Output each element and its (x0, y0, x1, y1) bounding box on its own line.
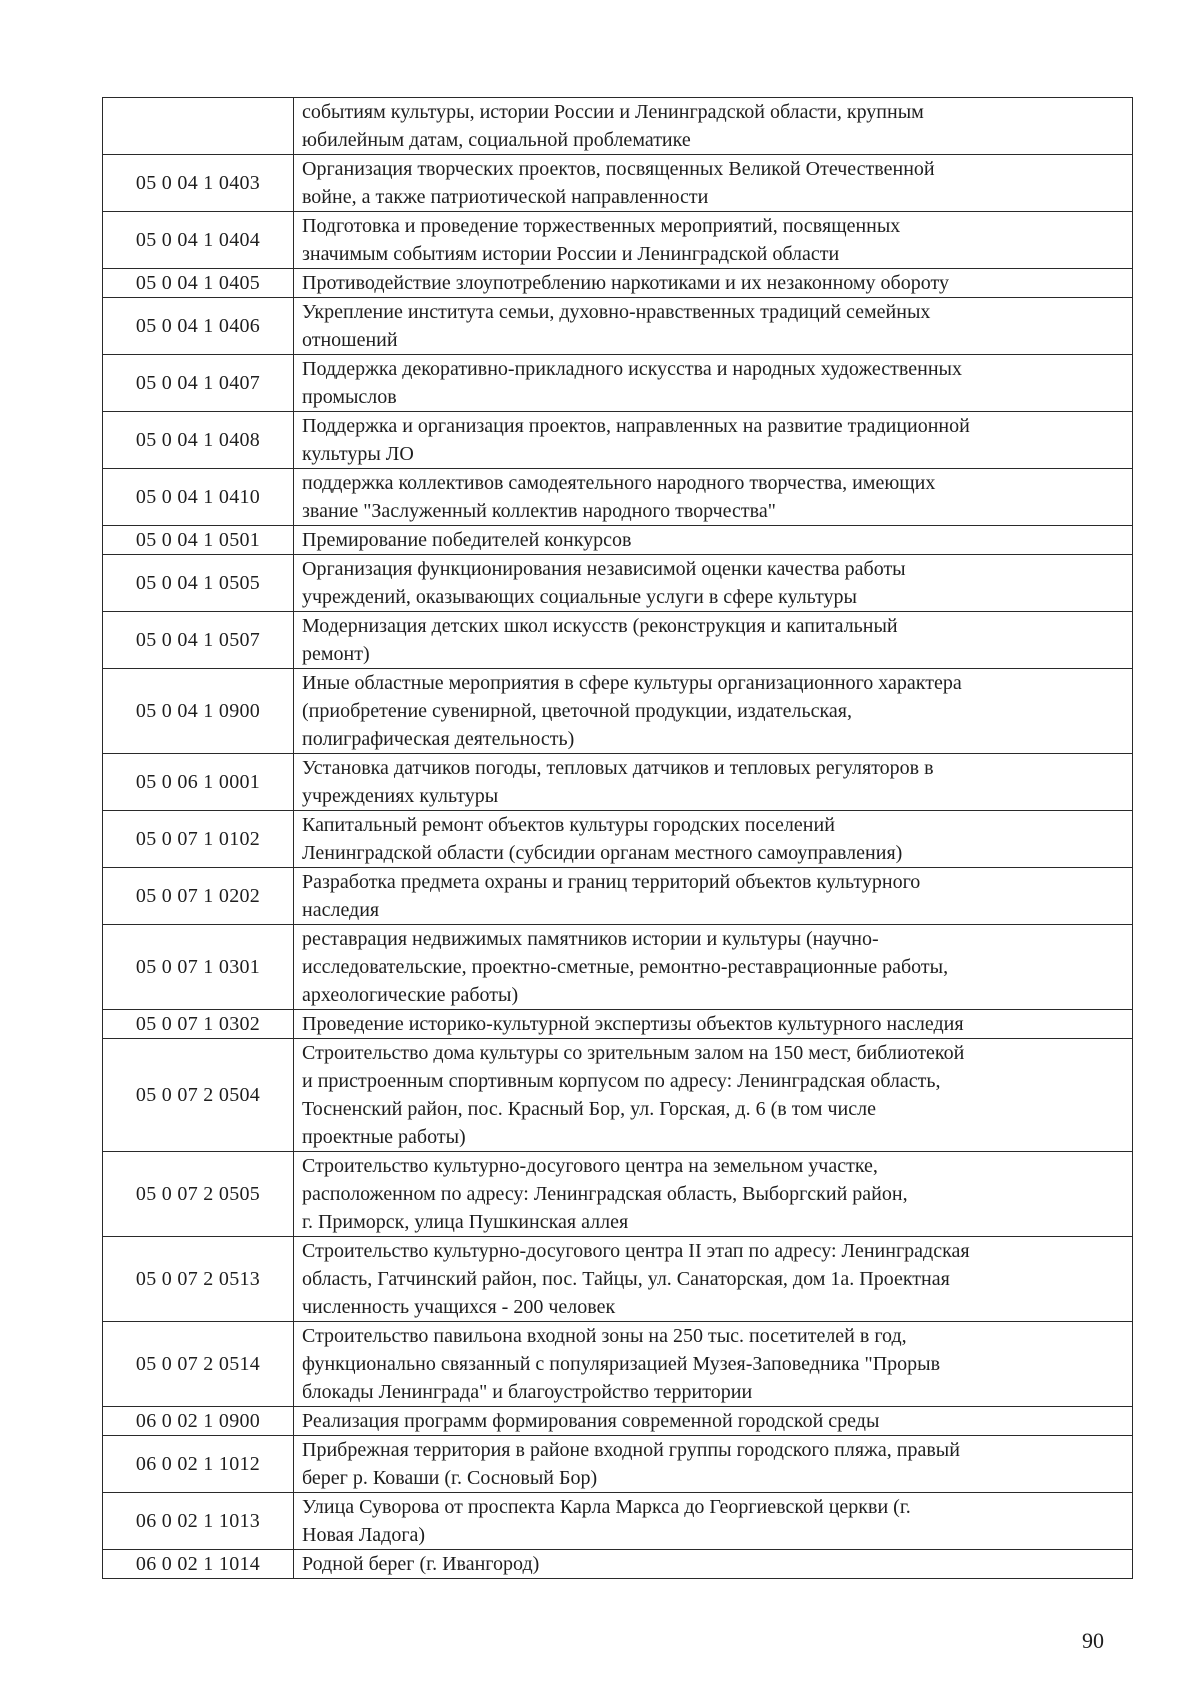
description-line: войне, а также патриотической направленности (302, 186, 709, 208)
table-row (103, 155, 1133, 212)
table-row (103, 98, 1133, 155)
description-line: численность учащихся - 200 человек (302, 1296, 616, 1318)
description-line: наследия (302, 899, 380, 921)
row-code-cell: 05 0 04 1 0408 (103, 412, 294, 469)
description-line: Строительство павильона входной зоны на 250 тыс. посетителей в год, (302, 1325, 907, 1347)
budget-codes-table (102, 97, 1133, 1579)
table-row (103, 1436, 1133, 1493)
table-row (103, 412, 1133, 469)
table-row (103, 298, 1133, 355)
row-description-cell (294, 925, 1133, 1010)
row-description-cell (294, 269, 1133, 298)
table-row (103, 669, 1133, 754)
description-line: Поддержка и организация проектов, направленных на развитие традиционной (302, 415, 970, 437)
description-line: расположенном по адресу: Ленинградская область, Выборгский район, (302, 1183, 908, 1205)
table-row (103, 1010, 1133, 1039)
table-row (103, 925, 1133, 1010)
row-code-cell: 05 0 07 2 0513 (103, 1237, 294, 1322)
description-line: Реализация программ формирования современной городской среды (302, 1410, 880, 1432)
row-description-cell (294, 612, 1133, 669)
description-line: Укрепление института семьи, духовно-нравственных традиций семейных (302, 301, 931, 323)
description-line: Ленинградской области (субсидии органам местного самоуправления) (302, 842, 903, 864)
table-row (103, 1407, 1133, 1436)
row-code-cell: 05 0 07 1 0302 (103, 1010, 294, 1039)
row-code-cell: 05 0 04 1 0403 (103, 155, 294, 212)
description-line: звание "Заслуженный коллектив народного творчества" (302, 500, 776, 522)
table-body (103, 98, 1133, 1579)
row-description-cell (294, 298, 1133, 355)
row-code-cell: 05 0 04 1 0507 (103, 612, 294, 669)
table-row (103, 754, 1133, 811)
description-line: Иные областные мероприятия в сфере культуры организационного характера (302, 672, 962, 694)
row-code-cell: 05 0 04 1 0405 (103, 269, 294, 298)
description-line: Строительство культурно-досугового центра на земельном участке, (302, 1155, 878, 1177)
row-description-cell (294, 1407, 1133, 1436)
description-line: археологические работы) (302, 984, 519, 1006)
description-line: событиям культуры, истории России и Ленинградской области, крупным (302, 101, 924, 123)
description-line: блокады Ленинграда" и благоустройство территории (302, 1381, 753, 1403)
row-description-cell (294, 669, 1133, 754)
table-row (103, 469, 1133, 526)
row-description-cell (294, 1010, 1133, 1039)
row-code-cell: 05 0 07 2 0504 (103, 1039, 294, 1152)
description-line: (приобретение сувенирной, цветочной продукции, издательская, (302, 700, 852, 722)
row-description-cell (294, 98, 1133, 155)
description-line: Организация творческих проектов, посвященных Великой Отечественной (302, 158, 935, 180)
row-description-cell (294, 1493, 1133, 1550)
description-line: Родной берег (г. Ивангород) (302, 1553, 540, 1575)
table-row (103, 555, 1133, 612)
row-code-cell: 05 0 04 1 0900 (103, 669, 294, 754)
row-code-cell: 05 0 04 1 0404 (103, 212, 294, 269)
table-row (103, 212, 1133, 269)
table-row (103, 811, 1133, 868)
description-line: Прибрежная территория в районе входной группы городского пляжа, правый (302, 1439, 960, 1461)
description-line: Установка датчиков погоды, тепловых датчиков и тепловых регуляторов в (302, 757, 934, 779)
description-line: промыслов (302, 386, 397, 408)
description-line: Новая Ладога) (302, 1524, 426, 1546)
row-description-cell (294, 754, 1133, 811)
table-row (103, 868, 1133, 925)
description-line: берег р. Коваши (г. Сосновый Бор) (302, 1467, 598, 1489)
row-description-cell (294, 811, 1133, 868)
row-code-cell: 05 0 07 2 0505 (103, 1152, 294, 1237)
description-line: Премирование победителей конкурсов (302, 529, 632, 551)
description-line: и пристроенным спортивным корпусом по адресу: Ленинградская область, (302, 1070, 941, 1092)
description-line: культуры ЛО (302, 443, 414, 465)
description-line: Проведение историко-культурной экспертизы объектов культурного наследия (302, 1013, 964, 1035)
row-description-cell (294, 1237, 1133, 1322)
description-line: Капитальный ремонт объектов культуры городских поселений (302, 814, 835, 836)
description-line: Строительство культурно-досугового центра II этап по адресу: Ленинградская (302, 1240, 970, 1262)
row-description-cell (294, 526, 1133, 555)
row-code-cell: 05 0 04 1 0505 (103, 555, 294, 612)
row-code-cell: 05 0 07 1 0301 (103, 925, 294, 1010)
row-description-cell (294, 868, 1133, 925)
description-line: Разработка предмета охраны и границ территорий объектов культурного (302, 871, 921, 893)
row-description-cell (294, 412, 1133, 469)
description-line: область, Гатчинский район, пос. Тайцы, ул. Санаторская, дом 1а. Проектная (302, 1268, 950, 1290)
description-line: исследовательские, проектно-сметные, ремонтно-реставрационные работы, (302, 956, 949, 978)
row-code-cell: 06 0 02 1 1014 (103, 1550, 294, 1579)
row-code-cell: 05 0 04 1 0407 (103, 355, 294, 412)
description-line: функционально связанный с популяризацией Музея-Заповедника "Прорыв (302, 1353, 941, 1375)
page-number: 90 (1082, 1628, 1104, 1653)
row-code-cell: 05 0 04 1 0406 (103, 298, 294, 355)
description-line: отношений (302, 329, 398, 351)
description-line: реставрация недвижимых памятников истории и культуры (научно- (302, 928, 879, 950)
row-code-cell: 05 0 07 2 0514 (103, 1322, 294, 1407)
row-code-cell: 06 0 02 1 1012 (103, 1436, 294, 1493)
row-code-cell: 05 0 07 1 0202 (103, 868, 294, 925)
description-line: полиграфическая деятельность) (302, 728, 575, 750)
row-description-cell (294, 555, 1133, 612)
table-row (103, 1039, 1133, 1152)
description-line: поддержка коллективов самодеятельного народного творчества, имеющих (302, 472, 936, 494)
row-code-cell: 05 0 04 1 0410 (103, 469, 294, 526)
row-description-cell (294, 469, 1133, 526)
description-line: значимым событиям истории России и Ленинградской области (302, 243, 840, 265)
row-description-cell (294, 1322, 1133, 1407)
row-code-cell: 05 0 04 1 0501 (103, 526, 294, 555)
description-line: Тосненский район, пос. Красный Бор, ул. Горская, д. 6 (в том числе (302, 1098, 876, 1120)
description-line: ремонт) (302, 643, 370, 665)
description-line: юбилейным датам, социальной проблематике (302, 129, 691, 151)
description-line: Модернизация детских школ искусств (реконструкция и капитальный (302, 615, 898, 637)
description-line: Подготовка и проведение торжественных мероприятий, посвященных (302, 215, 901, 237)
row-code-cell: 06 0 02 1 0900 (103, 1407, 294, 1436)
description-line: учреждений, оказывающих социальные услуги в сфере культуры (302, 586, 857, 608)
row-description-cell (294, 1152, 1133, 1237)
description-line: Противодействие злоупотреблению наркотиками и их незаконному обороту (302, 272, 949, 294)
description-line: Организация функционирования независимой оценки качества работы (302, 558, 906, 580)
description-line: Улица Суворова от проспекта Карла Маркса до Георгиевской церкви (г. (302, 1496, 911, 1518)
row-description-cell (294, 155, 1133, 212)
description-line: Поддержка декоративно-прикладного искусства и народных художественных (302, 358, 962, 380)
row-description-cell (294, 212, 1133, 269)
row-code-cell (103, 98, 294, 155)
table-row (103, 269, 1133, 298)
row-description-cell (294, 1436, 1133, 1493)
description-line: г. Приморск, улица Пушкинская аллея (302, 1211, 629, 1233)
table-row (103, 1550, 1133, 1579)
description-line: Строительство дома культуры со зрительным залом на 150 мест, библиотекой (302, 1042, 965, 1064)
table-row (103, 1322, 1133, 1407)
description-line: проектные работы) (302, 1126, 466, 1148)
description-line: учреждениях культуры (302, 785, 499, 807)
row-description-cell (294, 1039, 1133, 1152)
row-code-cell: 05 0 06 1 0001 (103, 754, 294, 811)
row-code-cell: 05 0 07 1 0102 (103, 811, 294, 868)
row-description-cell (294, 1550, 1133, 1579)
table-row (103, 1237, 1133, 1322)
table-row (103, 355, 1133, 412)
table-row (103, 612, 1133, 669)
row-code-cell: 06 0 02 1 1013 (103, 1493, 294, 1550)
table-row (103, 1493, 1133, 1550)
table-row (103, 526, 1133, 555)
table-row (103, 1152, 1133, 1237)
row-description-cell (294, 355, 1133, 412)
